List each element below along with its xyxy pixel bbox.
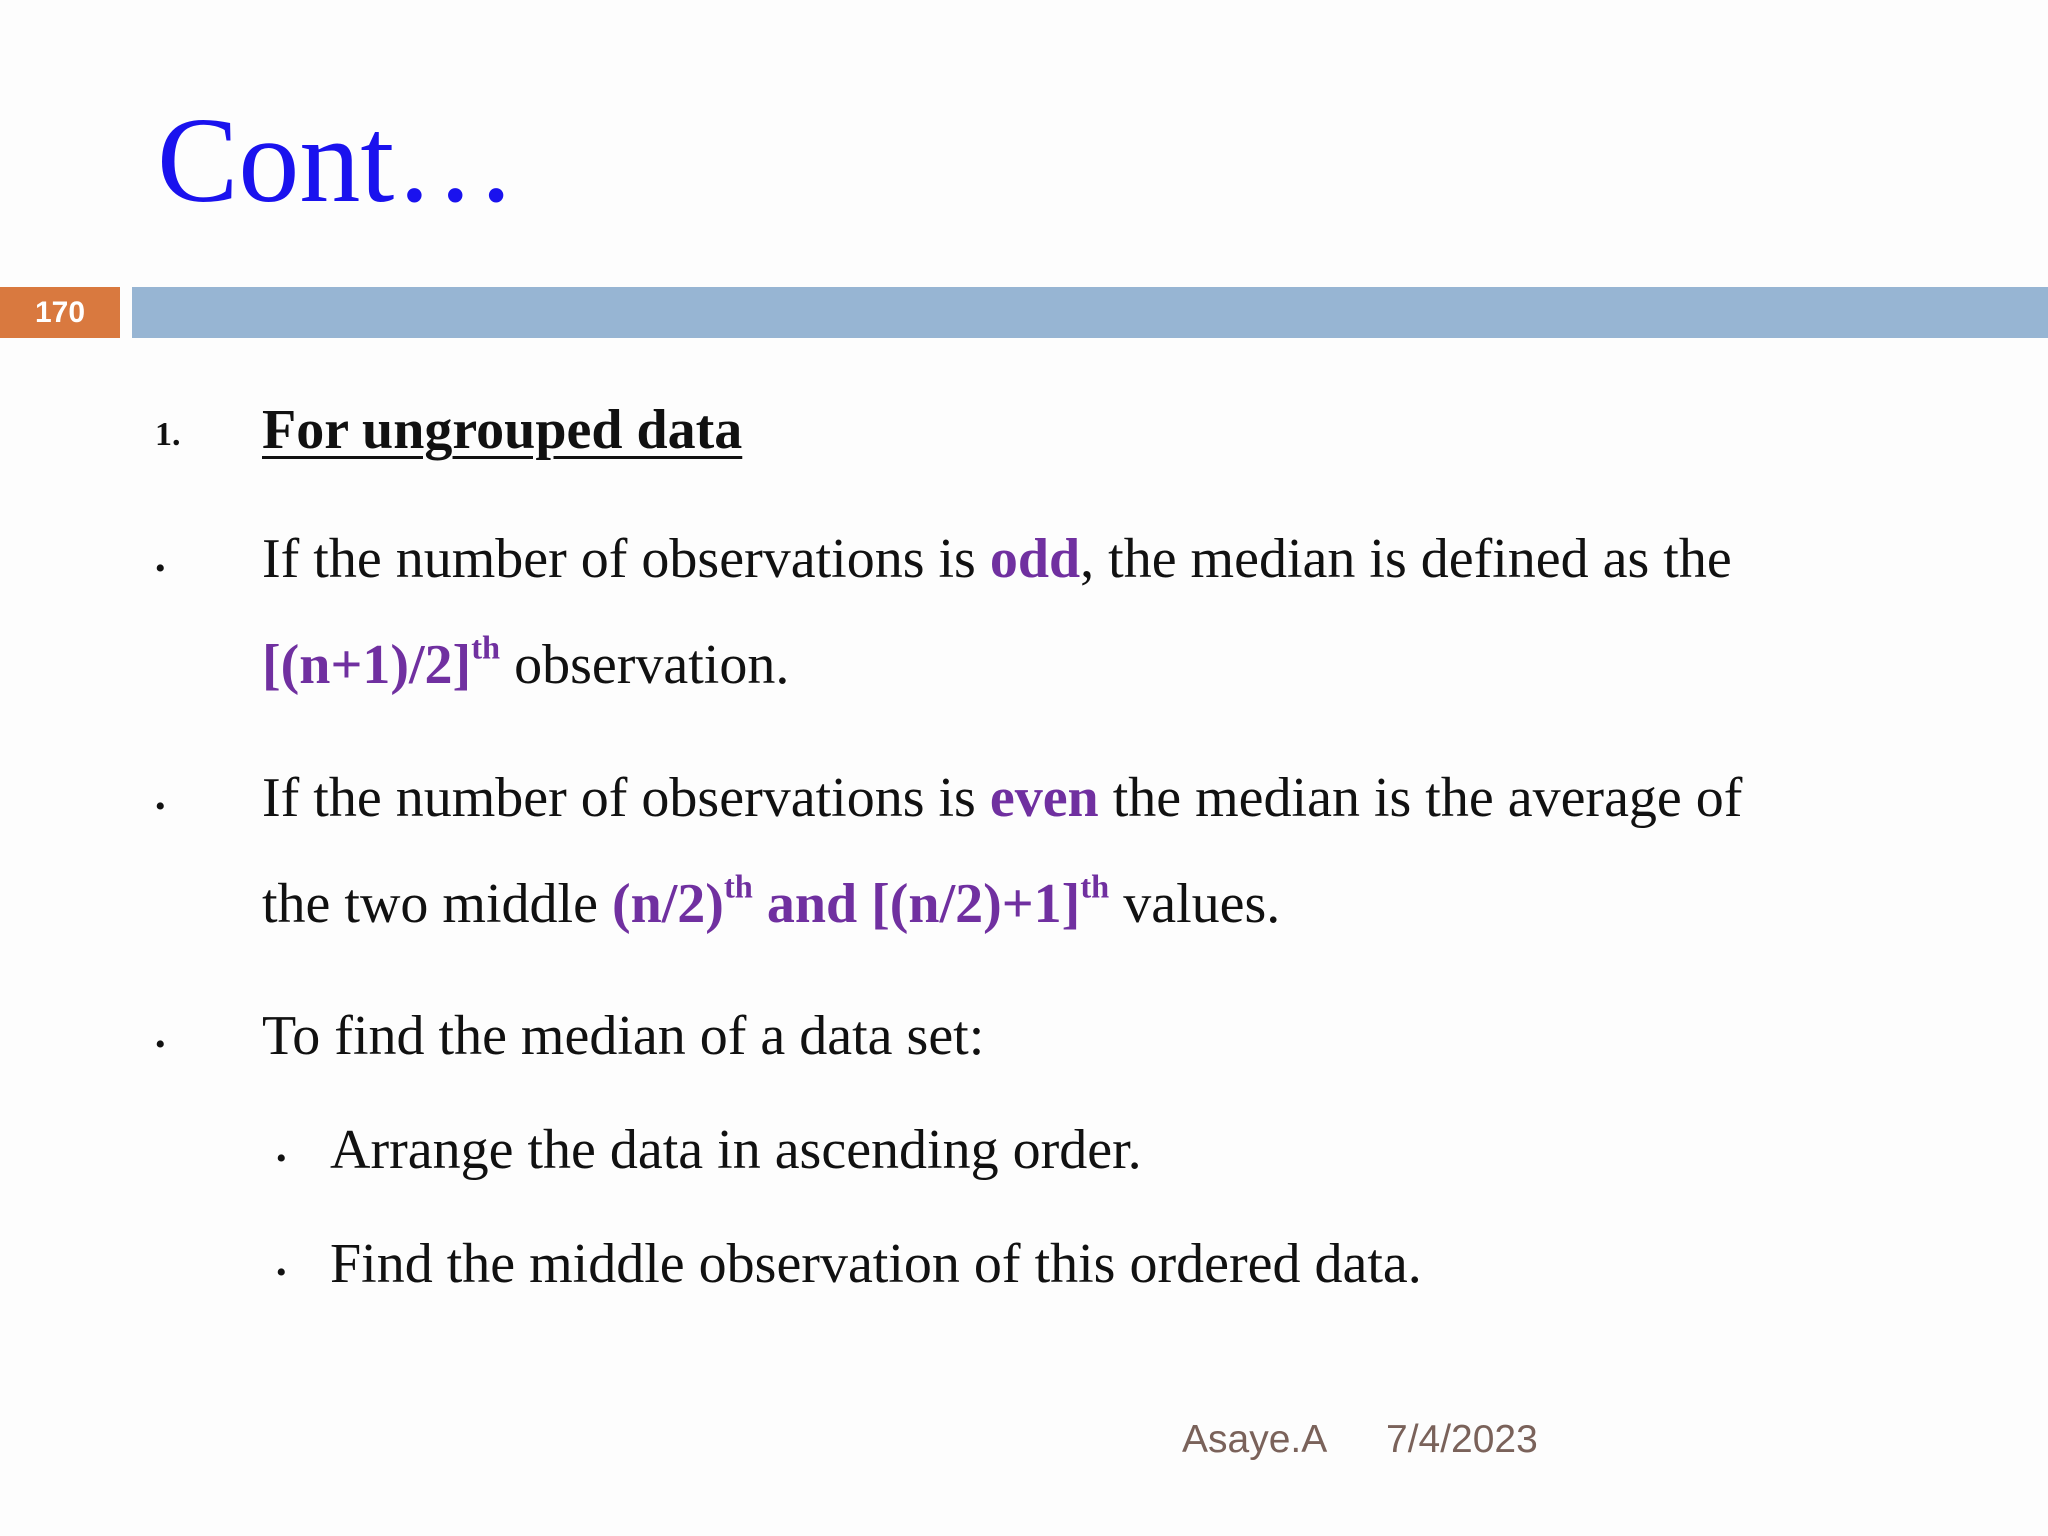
find-step-2: Find the middle observation of this ordered data.: [330, 1233, 1422, 1295]
odd-keyword: odd: [989, 528, 1081, 590]
sub-bullet-marker: •: [276, 1142, 287, 1175]
even-keyword: even: [989, 767, 1099, 829]
even-rule-line2: [262, 869, 1281, 936]
even-rule-line1: [262, 766, 1742, 830]
find-intro: To find the median of a data set:: [262, 1005, 985, 1067]
bullet-marker: •: [155, 552, 166, 585]
heading-number: 1.: [155, 416, 181, 453]
even-rule-text: If the number of observations is: [262, 767, 990, 829]
even-formula-1: (n/2): [611, 873, 724, 935]
odd-rule-text-cont: , the median is defined as the: [1080, 528, 1732, 590]
odd-formula: [(n+1)/2]: [262, 634, 472, 696]
odd-rule-end: observation.: [500, 634, 790, 696]
odd-rule-line2: [262, 630, 790, 697]
even-formula-2: [(n/2)+1]: [871, 873, 1081, 935]
bullet-marker: •: [155, 790, 166, 823]
section-heading: For ungrouped data: [262, 399, 743, 461]
odd-rule-line1: [262, 527, 1732, 591]
header-band: [132, 287, 2048, 338]
even-and: and: [752, 873, 872, 935]
footer-author: Asaye.A: [1182, 1418, 1328, 1461]
odd-formula-sup: th: [471, 630, 501, 667]
even-rule-end: values.: [1109, 873, 1281, 935]
odd-rule-text: If the number of observations is: [262, 528, 990, 590]
sub-bullet-marker: •: [276, 1256, 287, 1289]
page-number-badge: 170: [0, 287, 120, 338]
find-step-1: Arrange the data in ascending order.: [330, 1119, 1142, 1181]
even-formula-2-sup: th: [1080, 869, 1110, 906]
footer-date: 7/4/2023: [1386, 1418, 1538, 1461]
bullet-marker: •: [155, 1028, 166, 1061]
slide-title: Cont…: [157, 93, 517, 228]
even-formula-1-sup: th: [723, 869, 753, 906]
even-rule-text-cont: the median is the average of: [1098, 767, 1743, 829]
even-rule-text2: the two middle: [262, 873, 612, 935]
